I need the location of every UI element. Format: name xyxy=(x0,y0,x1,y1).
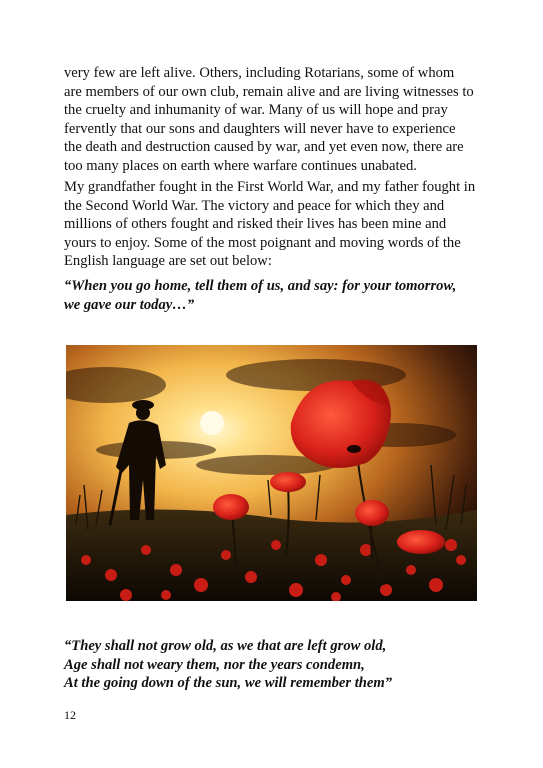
quote-line: Age shall not weary them, nor the years condemn, xyxy=(64,656,365,673)
quote-kohima xyxy=(64,277,456,314)
sun xyxy=(200,411,224,435)
quote-line: we gave our today…” xyxy=(64,296,195,313)
poppy-medium xyxy=(355,500,389,526)
paragraph-line: too many places on earth where warfare continues unabated. xyxy=(64,157,417,174)
paragraph-line: very few are left alive. Others, including Rotarians, some of whom xyxy=(64,65,455,81)
poppy-field-photo xyxy=(66,345,477,601)
poppy-medium xyxy=(397,530,445,554)
page-number: 12 xyxy=(64,708,76,722)
paragraph-line: fervently that our sons and daughters will never have to experience xyxy=(64,120,456,137)
quote-line: At the going down of the sun, we will remember them” xyxy=(64,675,392,691)
paragraph-line: English language are set out below: xyxy=(64,253,272,269)
paragraph-line: are members of our own club, remain alive and are living witnesses to xyxy=(64,83,474,100)
body-paragraph-2 xyxy=(64,178,484,271)
quote-line: “They shall not grow old, as we that are left grow old, xyxy=(64,638,387,654)
paragraph-line: yours to enjoy. Some of the most poignant and moving words of the xyxy=(64,234,461,251)
paragraph-line: the death and destruction caused by war, and yet even now, there are xyxy=(64,139,464,155)
paragraph-line: My grandfather fought in the First World War, and my father fought in xyxy=(64,179,476,195)
quote-line: “When you go home, tell them of us, and say: for your tomorrow, xyxy=(64,278,457,294)
quote-ode-of-remembrance xyxy=(64,637,392,693)
paragraph-line: millions of others fought and risked their lives has been mine and xyxy=(64,216,447,232)
field-ground xyxy=(66,509,477,601)
body-paragraph-1 xyxy=(64,64,484,175)
poppy-medium xyxy=(213,494,249,520)
paragraph-line: the cruelty and inhumanity of war. Many of us will hope and pray xyxy=(64,102,448,118)
paragraph-line: the Second World War. The victory and peace for which they and xyxy=(64,197,445,214)
poppy-medium xyxy=(270,472,306,492)
